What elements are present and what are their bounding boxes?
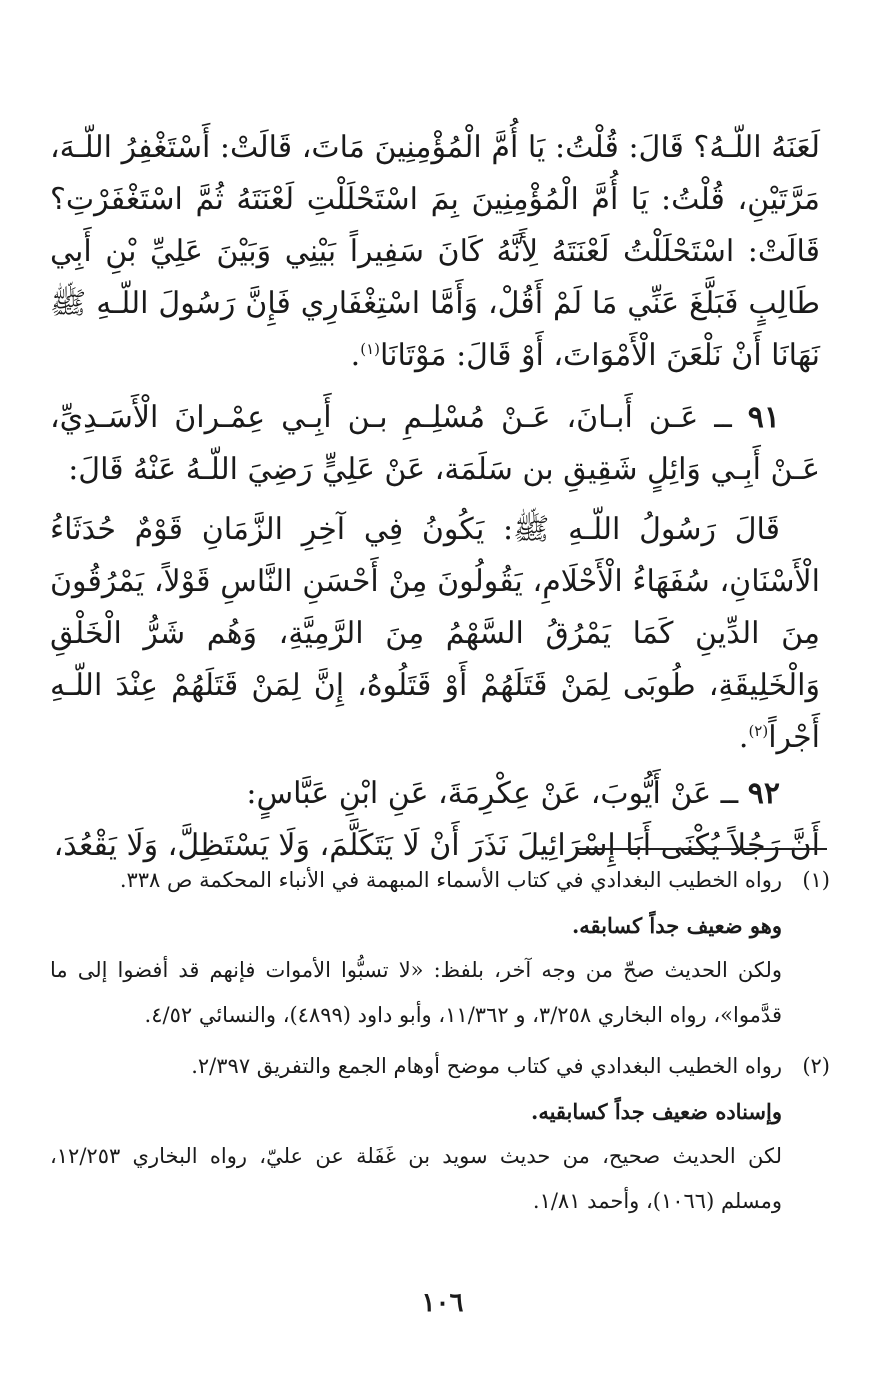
hadith-92-header: [50, 768, 820, 820]
hadith-91-header: [50, 392, 820, 496]
main-text-body: [50, 122, 820, 872]
hadith-number: ٩١: [747, 400, 780, 435]
footnote-2-line: [50, 1044, 830, 1089]
footnote-2-note: لكن الحديث صحيح، من حديث سويد بن غَفَلة عن عليّ، رواه البخاري ١٢/٢٥٣، ومسلم (١٠٦٦)، وأحمد ١/٨١.: [50, 1144, 782, 1213]
footnote-marker: (١): [802, 868, 830, 892]
footnotes-section: [50, 858, 830, 1224]
footnote-text: رواه الخطيب البغدادي في كتاب الأسماء المبهمة في الأنباء المحكمة ص ٣٣٨.: [119, 868, 782, 892]
footnote-divider: [577, 848, 827, 850]
sentence-end: .: [738, 720, 749, 755]
hadith-91-body: [50, 504, 820, 764]
paragraph-text: قَالَ رَسُولُ اللّـهِ ﷺ: يَكُونُ فِي آخِرِ الزَّمَانِ قَوْمٌ حُدَثَاءُ الْأَسْنَانِ، سُفَهَاءُ الْأَحْلَامِ، يَقُولُونَ مِنْ أَحْسَنِ النَّاسِ قَوْلاً، يَمْرُقُونَ مِنَ الدِّينِ كَمَا يَمْرُقُ السَّهْمُ مِنَ الرَّمِيَّةِ، وَهُم شَرُّ الْخَلْقِ وَالْخَلِيقَةِ، طُوبَى لِمَنْ قَتَلَهُمْ أَوْ قَتَلُوهُ، إِنَّ لِمَنْ قَتَلَهُمْ عِنْدَ اللّـهِ أَجْراً: [50, 512, 820, 755]
sentence-end: .: [350, 338, 361, 373]
page-number: ١٠٦: [421, 1288, 464, 1318]
footnote-2-grade: وإسناده ضعيف جداً كسابقيه.: [531, 1099, 782, 1124]
footnote-1-grade: وهو ضعيف جداً كسابقه.: [571, 913, 782, 938]
hadith-number: ٩٢: [747, 776, 780, 811]
footnote-1-line: [50, 858, 830, 903]
footnote-text: رواه الخطيب البغدادي في كتاب موضح أوهام الجمع والتفريق ٢/٣٩٧.: [191, 1054, 782, 1078]
hadith-chain: ــ عَـن أَبـانَ، عَـنْ مُسْلِـمِ بـن أَبِـي عِمْـرانَ الْأَسَـدِيِّ، عَـنْ أَبِـي وَائِلٍ شَقِيقِ بن سَلَمَة، عَنْ عَلِيٍّ رَضِيَ اللّـهُ عَنْهُ قَالَ:: [50, 400, 820, 487]
footnote-reference-1: (١): [360, 340, 380, 358]
hadith-chain: ــ عَنْ أَيُّوبَ، عَنْ عِكْرِمَةَ، عَنِ ابْنِ عَبَّاسٍ:: [246, 776, 739, 811]
paragraph-continuation: [50, 122, 820, 382]
paragraph-text: لَعَنَهُ اللّـهُ؟ قَالَ: قُلْتُ: يَا أُمَّ الْمُؤْمِنِينَ مَاتَ، قَالَتْ: أَسْتَغْفِرُ اللّـهَ، مَرَّتَيْنِ، قُلْتُ: يَا أُمَّ الْمُؤْمِنِينَ بِمَ اسْتَحْلَلْتِ لَعْنَتَهُ ثُمَّ اسْتَغْفَرْتِ؟ قَالَتْ: اسْتَحْلَلْتُ لَعْنَتَهُ لِأَنَّهُ كَانَ سَفِيراً بَيْنِي وَبَيْنَ عَلِيِّ بْنِ أَبِي طَالِبٍ فَبَلَّغَ عَنِّي مَا لَمْ أَقُلْ، وَأَمَّا اسْتِغْفَارِي فَإِنَّ رَسُولَ اللّـهِ ﷺ نَهَانَا أَنْ نَلْعَنَ الْأَمْوَاتَ، أَوْ قَالَ: مَوْتَانَا: [50, 130, 820, 373]
paragraph-text: أَنَّ رَجُلاً يُكْنَى أَبَا إِسْرَائِيلَ نَذَرَ أَنْ لَا يَتَكَلَّمَ، وَلَا يَسْتَظِلَّ، وَلَا يَقْعُدَ،: [53, 828, 820, 863]
footnote-1-note: ولكن الحديث صحّ من وجه آخر، بلفظ: «لا تسبُّوا الأموات فإنهم قد أفضوا إلى ما قدَّموا»، رواه البخاري ٣/٢٥٨، و ١١/٣٦٢، وأبو داود (٤٨٩٩)، والنسائي ٤/٥٢.: [50, 958, 782, 1027]
footnote-marker: (٢): [802, 1054, 830, 1078]
footnote-reference-2: (٢): [748, 722, 769, 740]
